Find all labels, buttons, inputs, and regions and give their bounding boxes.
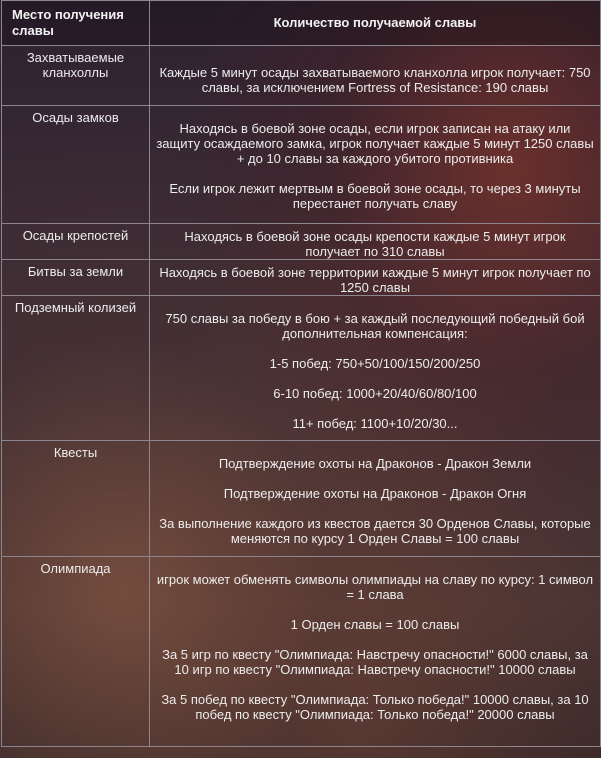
description-line: Каждые 5 минут осады захватываемого кланхолла игрок получает: 750 славы, за исключением Fortress of Resistance: 190 славы [159,65,591,95]
row-place: Квесты [2,441,150,557]
row-place: Олимпиада [2,557,150,747]
description-line: 1-5 побед: 750+50/100/150/200/250 [269,356,481,371]
description-line: Находясь в боевой зоне осады, если игрок записан на атаку или защиту осаждаемого замка, игрок получает каждые 5 минут 1250 славы + до 10 славы за каждого убитого противника [156,121,594,166]
description-line: Находясь в боевой зоне территории каждые 5 минут игрок получает по 1250 славы [159,265,591,295]
description-line: Подтверждение охоты на Драконов - Дракон Земли [218,456,532,471]
table-row [2,296,601,441]
row-description [150,557,601,747]
row-description [150,106,601,224]
description-line: 6-10 побед: 1000+20/40/60/80/100 [273,386,477,401]
table-row [2,46,601,106]
header-amount: Количество получаемой славы [150,1,601,46]
row-description [150,224,601,260]
description-line: 1 Орден славы = 100 славы [290,617,460,632]
table-row [2,260,601,296]
description-line: За 5 побед по квесту "Олимпиада: Только победа!" 10000 славы, за 10 побед по квесту "Олимпиада: Только победа!" 20000 славы [161,692,589,722]
table-row [2,441,601,557]
description-line: Находясь в боевой зоне осады крепости каждые 5 минут игрок получает по 310 славы [184,229,566,259]
row-description [150,441,601,557]
description-line: игрок может обменять символы олимпиады на славу по курсу: 1 символ = 1 слава [156,572,594,602]
row-place: Захватываемые кланхоллы [2,46,150,106]
description-line: 750 славы за победу в бою + за каждый последующий победный бой дополнительная компенсация: [165,311,585,341]
description-line: За выполнение каждого из квестов дается 30 Орденов Славы, которые меняются по курсу 1 Орден Славы = 100 славы [159,516,591,546]
row-description [150,296,601,441]
table-row [2,557,601,747]
row-place: Осады замков [2,106,150,224]
row-place: Осады крепостей [2,224,150,260]
table-row [2,106,601,224]
row-place: Битвы за земли [2,260,150,296]
row-description [150,260,601,296]
header-place: Место получения славы [2,1,150,46]
row-description [150,46,601,106]
table-header-row [2,1,601,46]
fame-table [1,0,601,747]
table-row [2,224,601,260]
description-line: 11+ побед: 1100+10/20/30... [292,416,458,431]
description-line: За 5 игр по квесту "Олимпиада: Навстречу опасности!" 6000 славы, за 10 игр по квесту "Олимпиада: Навстречу опасности!" 10000 славы [162,647,588,677]
description-line: Подтверждение охоты на Драконов - Дракон Огня [223,486,527,501]
row-place: Подземный колизей [2,296,150,441]
description-line: Если игрок лежит мертвым в боевой зоне осады, то через 3 минуты перестанет получать славу [169,181,581,211]
